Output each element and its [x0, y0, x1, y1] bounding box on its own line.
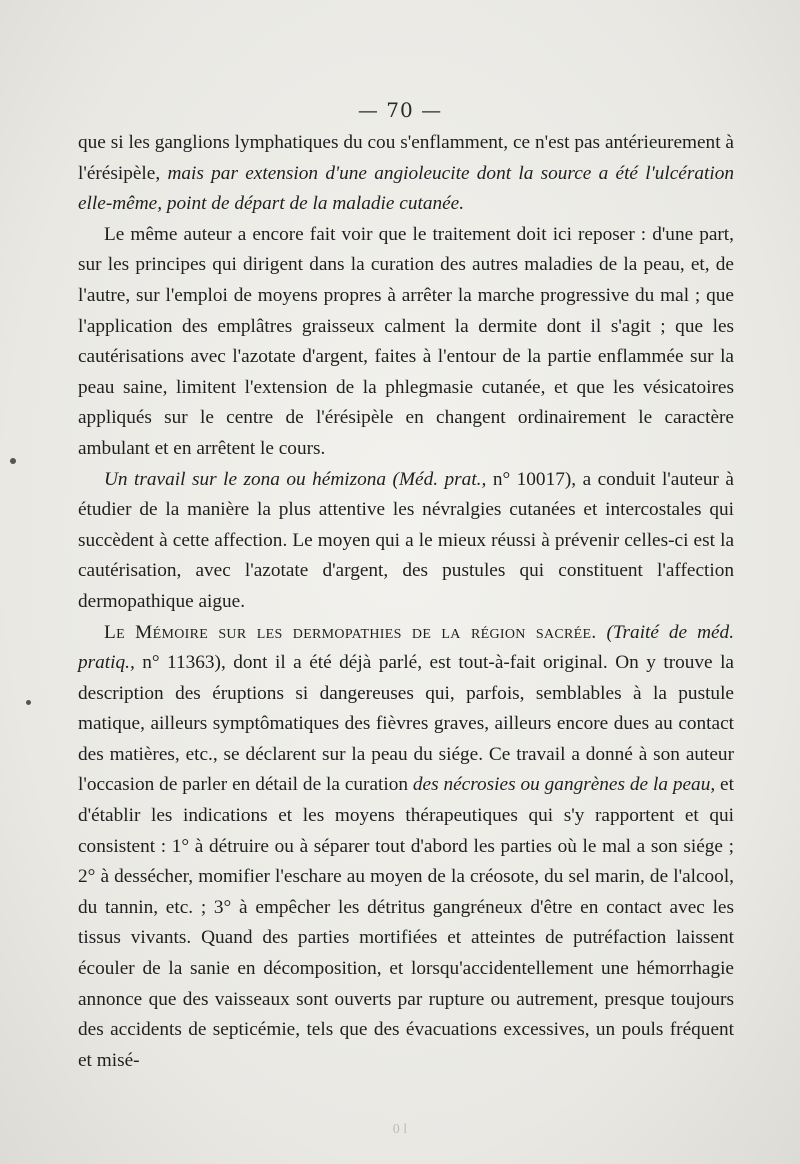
page-number: — 70 —	[357, 98, 443, 122]
text-run: Le Mémoire sur les dermopathies de la région sacrée.	[104, 621, 597, 643]
text-run: et d'établir les indications et les moyens thérapeutiques qui s'y rapportent et qui consistent : 1° à détruire ou à séparer tout d'abord les parties où le mal a son siége ; 2° à dessécher, momifier l'eschare au moyen de la créosote, du sel marin, de l'alcool, du tannin, etc. ; 3° à empêcher les détritus gangréneux d'être en contact avec les tissus vivants. Quand des parties mortifiées et atteintes de putréfaction laissent écouler de la sanie en décomposition, et lorsqu'accidentellement une hémorrhagie annonce que des vaisseaux sont ouverts par rupture ou autrement, presque toujours des accidents de septicémie, tels que des évacuations excessives, un pouls fréquent et misé-	[78, 774, 734, 1071]
paragraph	[78, 128, 734, 220]
body-text	[78, 128, 734, 1076]
text-run: mais par extension d'une angioleucite dont la source a été l'ulcération elle-même, point de départ de la maladie cutanée.	[78, 162, 735, 215]
text-run	[597, 622, 607, 643]
text-run: n° 10017), a conduit l'auteur à étudier de la manière la plus attentive les névralgies cutanées et intercostales qui succèdent à cette affection. Le moyen qui a le mieux réussi à prévenir celles-ci est la cautérisation, avec l'azotate d'argent, des pustules qui constituent l'affection dermopathique aigue.	[78, 468, 734, 612]
bleed-through-mark: 0 l	[392, 1122, 408, 1137]
text-run: Le même auteur a encore fait voir que le traitement doit ici reposer : d'une part, sur les principes qui dirigent dans la curation des autres maladies de la peau, et, de l'autre, sur l'emploi de moyens propres à arrêter la marche progressive du mal ; que l'application des emplâtres graisseux calment la dermite dont il s'agit ; que les cautérisations avec l'azotate d'argent, faites à l'entour de la partie enflammée sur la peau saine, limitent l'extension de la phlegmasie cutanée, et que les vésicatoires appliqués sur le centre de l'érésipèle en changent ordinairement le caractère ambulant et en arrêtent le cours.	[78, 223, 734, 459]
ink-spot	[10, 458, 16, 464]
ink-spot	[26, 700, 31, 705]
paragraph	[78, 618, 734, 1077]
text-run: n° 11363), dont il a été déjà parlé, est tout-à-fait original. On y trouve la description des éruptions si dangereuses qui, parfois, semblables à la pustule matique, ailleurs symptômatiques des fièvres graves, ailleurs encore dues au contact des matières, etc., se déclarent sur la peau du siége. Ce travail a donné à son auteur l'occasion de parler en détail de la curation	[78, 652, 734, 796]
text-run: (Traité de méd. pratiq.,	[78, 621, 735, 674]
paragraph	[78, 220, 734, 465]
text-run: Un travail sur le zona ou hémizona (Méd. prat.,	[104, 468, 487, 490]
paragraph	[78, 465, 734, 618]
text-run: que si les ganglions lymphatiques du cou s'enflamment, ce n'est pas antérieurement à l'érésipèle,	[78, 132, 734, 184]
text-run: des nécrosies ou gangrènes de la peau,	[412, 774, 716, 796]
